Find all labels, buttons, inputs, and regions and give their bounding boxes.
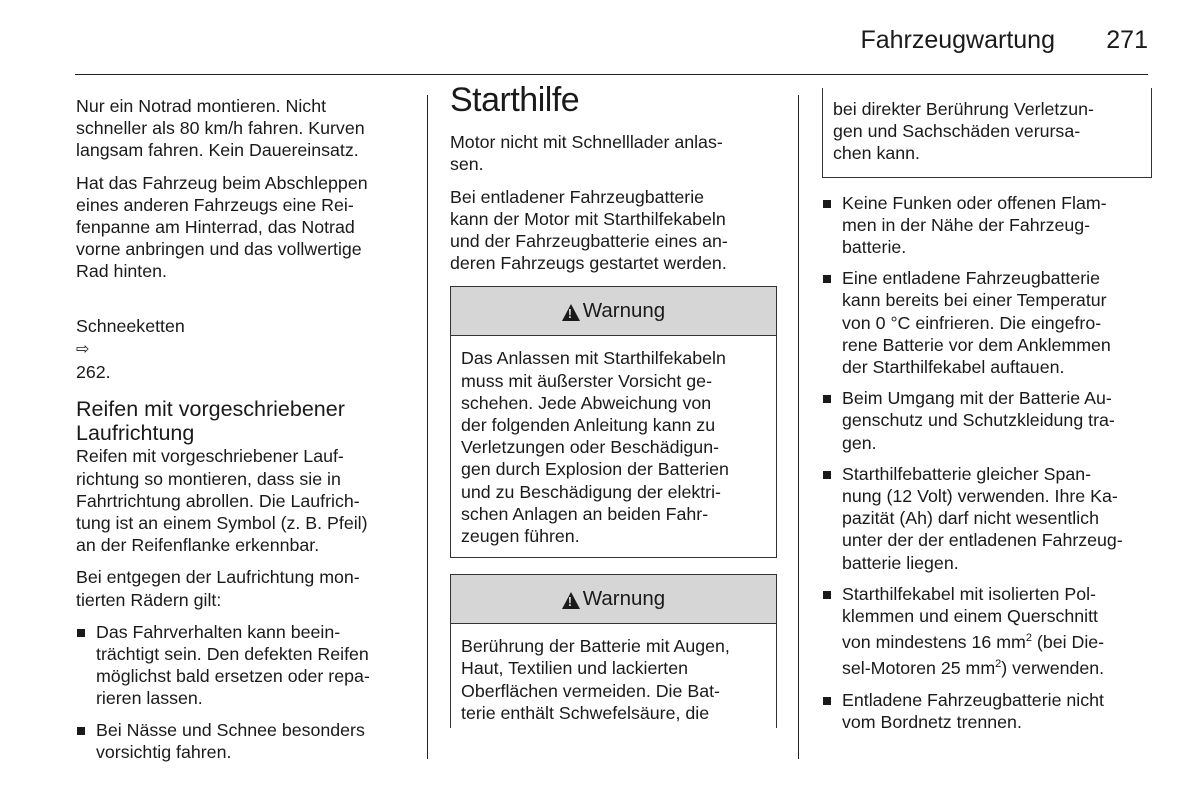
running-header-title: Fahrzeugwartung (860, 26, 1055, 54)
superscript: 2 (1025, 632, 1032, 645)
paragraph: Bei entgegen der Laufrichtung mon- tierten Rädern gilt: (76, 567, 360, 610)
warning-header (451, 287, 776, 336)
list-item: Starthilfebatterie gleicher Span- nung (12 Volt) verwenden. Ihre Ka- pazität (Ah) darf nicht wesentlich unter der der entladenen Fahrzeug- batterie liegen. (822, 463, 1152, 574)
list-item (822, 583, 1152, 680)
list-item: Eine entladene Fahrzeugbatterie kann bereits bei einer Temperatur von 0 °C einfrieren. Die eingefro- rene Batterie vor dem Anklemmen der Starthilfekabel auftauen. (822, 267, 1152, 378)
text-run: ) verwenden. (1001, 658, 1105, 679)
list-item: Bei Nässe und Schnee besonders vorsichtig fahren. (76, 719, 416, 763)
xref-label: Schneeketten (76, 315, 185, 336)
paragraph: Motor nicht mit Schnelllader anlas- sen. (450, 132, 723, 175)
subheading: Reifen mit vorgeschriebener Laufrichtung (76, 397, 345, 446)
bullet-list (76, 621, 416, 763)
warning-body: Das Anlassen mit Starthilfekabeln muss mit äußerster Vorsicht ge- schehen. Jede Abweichung von der folgenden Anleitung kann zu Verletzungen oder Beschädigun- gen durch Explosion der Batterien und zu Beschädigung der elektri- schen Anlagen an beiden Fahr- zeugen führen. (461, 348, 729, 547)
column-divider (427, 95, 428, 759)
list-item: Beim Umgang mit der Batterie Au- genschutz und Schutzkleidung tra- gen. (822, 387, 1152, 454)
warning-body: Berührung der Batterie mit Augen, Haut, Textilien und lackierten Oberflächen vermeiden. Die Bat- terie enthält Schwefelsäure, die (461, 636, 730, 723)
paragraph: Bei entladener Fahrzeugbatterie kann der Motor mit Starthilfekabeln und der Fahrzeugbatterie eines an- deren Fahrzeugs gestartet werden. (450, 186, 728, 274)
page-number: 271 (1106, 26, 1148, 54)
warning-box (450, 286, 777, 558)
header-divider (75, 74, 1148, 75)
superscript: 2 (995, 658, 1002, 671)
cross-reference (76, 293, 416, 384)
column-middle (450, 81, 777, 744)
warning-triangle-icon (562, 592, 580, 609)
list-item: Entladene Fahrzeugbatterie nicht vom Bordnetz trennen. (822, 689, 1152, 733)
column-right (822, 95, 1152, 742)
xref-page: 262. (76, 362, 111, 383)
warning-title: Warnung (582, 299, 666, 323)
list-item: Das Fahrverhalten kann beein- trächtigt sein. Den defekten Reifen möglichst bald ersetzen oder repa- rieren lassen. (76, 621, 416, 710)
text-run: Starthilfekabel mit isolierten Pol- klemmen und einem Querschnitt von mindestens 16 mm (842, 583, 1098, 653)
section-heading: Starthilfe (450, 81, 580, 119)
arrow-reference-icon: ⇨ (76, 341, 90, 359)
warning-title: Warnung (582, 587, 666, 611)
text-run: (bei Die- sel-Motoren 25 mm (842, 632, 1105, 679)
column-divider (798, 95, 799, 759)
column-left (76, 95, 416, 772)
paragraph: Reifen mit vorgeschriebener Lauf- richtung so montieren, dass sie in Fahrtrichtung abrollen. Die Laufrich- tung ist an einem Symbol (z. B. Pfeil) an der Reifenflanke erkennbar. (76, 446, 368, 556)
warning-header (451, 575, 776, 624)
paragraph: Nur ein Notrad montieren. Nicht schneller als 80 km/h fahren. Kurven langsam fahren. Kein Dauereinsatz. (76, 96, 365, 161)
paragraph: Hat das Fahrzeug beim Abschleppen eines anderen Fahrzeugs eine Rei- fenpanne am Hinterrad, das Notrad vorne anbringen und das vollwertige Rad hinten. (76, 172, 368, 282)
warning-box-continuation: bei direkter Berührung Verletzun- gen und Sachschäden verursa- chen kann. (822, 88, 1152, 178)
warning-triangle-icon (562, 304, 580, 321)
bullet-list (822, 192, 1152, 733)
warning-box (450, 574, 777, 728)
list-item: Keine Funken oder offenen Flam- men in der Nähe der Fahrzeug- batterie. (822, 192, 1152, 259)
